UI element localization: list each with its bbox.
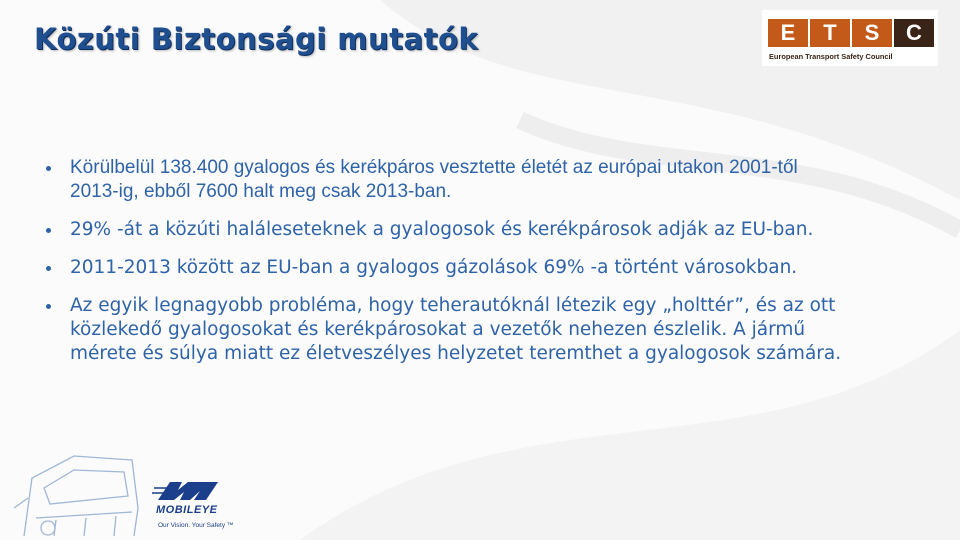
bullet-dot bbox=[46, 228, 51, 233]
bullet-text: 2011-2013 között az EU-ban a gyalogos gázolások 69% -a történt városokban. bbox=[70, 257, 798, 278]
bullet-text-line: mérete és súlya miatt ez életveszélyes helyzetet teremthet a gyalogosok számára. bbox=[70, 343, 842, 364]
logo-letter-t: T bbox=[810, 19, 850, 47]
logo-letter-s: S bbox=[852, 19, 892, 47]
bullet-text-line: Körülbelül 138.400 gyalogos és kerékpáros vesztette életét az európai utakon 2001-től bbox=[70, 157, 798, 178]
bullet-item bbox=[46, 256, 926, 280]
bullet-dot bbox=[46, 304, 51, 309]
mobileye-logo bbox=[152, 478, 242, 538]
mobileye-wordmark: MOBILEYE bbox=[156, 504, 218, 516]
bullet-item bbox=[46, 294, 926, 366]
bullet-text-line: 2013-ig, ebből 7600 halt meg csak 2013-ban. bbox=[70, 181, 452, 202]
mobileye-tagline: Our Vision. Your Safety ™ bbox=[158, 522, 234, 529]
bullet-item bbox=[46, 156, 926, 204]
mobileye-mark-icon bbox=[152, 478, 222, 504]
slide-title: Közúti Biztonsági mutatók bbox=[34, 22, 479, 56]
bullet-item bbox=[46, 218, 926, 242]
logo-subtitle: European Transport Safety Council bbox=[769, 52, 893, 61]
bullet-dot bbox=[46, 266, 51, 271]
bullet-list bbox=[46, 156, 926, 380]
bullet-text: 29% -át a közúti haláleseteknek a gyalogosok és kerékpárosok adják az EU-ban. bbox=[70, 219, 814, 240]
bullet-text-line: Az egyik legnagyobb probléma, hogy teherautóknál létezik egy „holttér”, és az ott bbox=[70, 295, 836, 316]
bullet-dot bbox=[46, 166, 51, 171]
etsc-logo bbox=[762, 10, 938, 66]
logo-letter-e: E bbox=[768, 19, 808, 47]
logo-letter-c: C bbox=[894, 19, 934, 47]
truck-icon bbox=[14, 448, 144, 538]
bullet-text-line: közlekedő gyalogosokat és kerékpárosokat a vezetők nehezen észlelik. A jármű bbox=[70, 319, 806, 340]
